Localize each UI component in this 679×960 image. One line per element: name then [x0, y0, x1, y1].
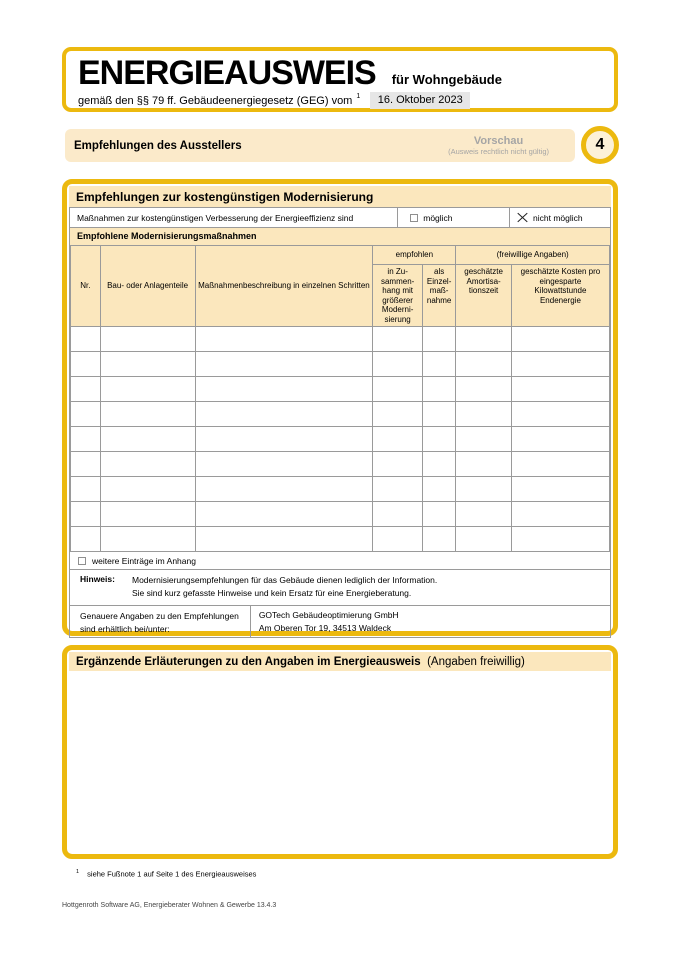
table-cell: [511, 452, 609, 477]
table-cell: [100, 477, 195, 502]
issue-date-field[interactable]: 16. Oktober 2023: [370, 92, 470, 109]
supplement-title-text: Ergänzende Erläuterungen zu den Angaben im Energieausweis: [76, 656, 421, 668]
table-cell: [373, 427, 423, 452]
page-section-title: Empfehlungen des Ausstellers: [74, 139, 242, 152]
note-line-1: Modernisierungsempfehlungen für das Gebäude dienen lediglich der Information.: [132, 575, 438, 585]
table-cell: [373, 402, 423, 427]
law-reference-text: gemäß den §§ 79 ff. Gebäudeenergiegesetz (GEG) vom: [78, 94, 353, 107]
modernisation-form: [69, 207, 611, 638]
modernisation-table: [70, 245, 610, 552]
building-type-label: für Wohngebäude: [391, 72, 502, 87]
table-row: [71, 502, 610, 527]
issuer-company-name: GOTech Gebäudeoptimierung GmbH: [258, 610, 399, 620]
footnote: [76, 869, 256, 879]
issuer-details-row: [70, 606, 610, 637]
table-cell: [511, 502, 609, 527]
title-row: [78, 54, 604, 92]
col-group-voluntary: (freiwillige Angaben): [456, 246, 610, 265]
table-cell: [456, 352, 512, 377]
table-cell: [71, 452, 101, 477]
table-cell: [100, 502, 195, 527]
table-cell: [373, 452, 423, 477]
table-cell: [195, 527, 373, 552]
table-cell: [422, 352, 455, 377]
table-cell: [71, 327, 101, 352]
note-row: [70, 570, 610, 606]
table-row: [71, 352, 610, 377]
footnote-marker: 1: [356, 93, 361, 100]
software-footer: Hottgenroth Software AG, Energieberater Wohnen & Gewerbe 13.4.3: [62, 902, 277, 909]
table-cell: [456, 377, 512, 402]
col-header-component: Bau- oder Anlagenteile: [100, 246, 195, 327]
option-possible: [397, 208, 509, 227]
page-number-badge: [581, 126, 619, 164]
table-cell: [100, 352, 195, 377]
page-section-bar: [65, 129, 575, 162]
table-cell: [456, 327, 512, 352]
table-cell: [422, 377, 455, 402]
table-cell: [456, 427, 512, 452]
preview-watermark: [448, 135, 575, 156]
col-header-description: Maßnahmenbeschreibung in einzelnen Schritten: [195, 246, 373, 327]
preview-note: (Ausweis rechtlich nicht gültig): [448, 147, 549, 156]
more-entries-label: weitere Einträge im Anhang: [92, 555, 196, 566]
table-cell: [71, 502, 101, 527]
table-cell: [422, 477, 455, 502]
certificate-header: [62, 47, 618, 112]
col-group-recommended: empfohlen: [373, 246, 456, 265]
modernisation-section-title: Empfehlungen zur kostengünstigen Modernisierung: [69, 186, 611, 207]
issuer-details-label-line-2: sind erhältlich bei/unter:: [80, 624, 170, 634]
table-group-header-row: [71, 246, 610, 265]
modernisation-section: [62, 179, 618, 636]
option-not-possible: [509, 208, 610, 227]
table-cell: [195, 352, 373, 377]
table-cell: [71, 352, 101, 377]
table-cell: [100, 427, 195, 452]
table-cell: [195, 452, 373, 477]
preview-label: Vorschau: [473, 135, 524, 147]
table-cell: [71, 427, 101, 452]
issuer-details-label: [70, 606, 250, 637]
modernisation-table-head: [71, 246, 610, 327]
table-cell: [100, 527, 195, 552]
table-cell: [373, 377, 423, 402]
table-cell: [373, 502, 423, 527]
table-cell: [71, 377, 101, 402]
col-header-single-measure: als Einzel-maß-nahme: [422, 265, 455, 327]
table-cell: [511, 527, 609, 552]
table-row: [71, 402, 610, 427]
table-cell: [456, 452, 512, 477]
table-cell: [422, 402, 455, 427]
table-cell: [373, 477, 423, 502]
col-header-with-modernisation: in Zu-sammen-hang mit größerer Moderni-sierung: [373, 265, 423, 327]
issuer-details-value: [250, 606, 610, 637]
table-row: [71, 452, 610, 477]
checkbox-more-entries-icon[interactable]: [78, 557, 86, 565]
col-header-nr: Nr.: [71, 246, 101, 327]
checkbox-not-possible-checked-icon[interactable]: [517, 212, 528, 223]
table-cell: [456, 477, 512, 502]
table-row: [71, 427, 610, 452]
table-cell: [195, 377, 373, 402]
option-possible-label: möglich: [423, 212, 453, 223]
table-cell: [100, 452, 195, 477]
feasibility-statement: Maßnahmen zur kostengünstigen Verbesserung der Energieeffizienz sind: [77, 212, 354, 223]
col-header-amortisation: geschätzte Amortisa-tionszeit: [456, 265, 512, 327]
table-cell: [456, 502, 512, 527]
table-cell: [195, 502, 373, 527]
note-label: Hinweis:: [80, 574, 115, 584]
table-cell: [195, 427, 373, 452]
table-cell: [71, 477, 101, 502]
table-cell: [373, 527, 423, 552]
footnote-text: siehe Fußnote 1 auf Seite 1 des Energieausweises: [87, 869, 257, 879]
table-cell: [511, 377, 609, 402]
table-cell: [422, 527, 455, 552]
more-entries-row: [70, 552, 610, 570]
modernisation-table-body: [71, 327, 610, 552]
supplement-section: [62, 645, 618, 859]
table-cell: [511, 352, 609, 377]
table-row: [71, 327, 610, 352]
table-cell: [422, 327, 455, 352]
table-cell: [373, 327, 423, 352]
table-cell: [100, 327, 195, 352]
table-cell: [373, 352, 423, 377]
table-cell: [511, 427, 609, 452]
table-cell: [422, 502, 455, 527]
footnote-number: 1: [76, 869, 80, 875]
table-cell: [456, 402, 512, 427]
note-line-2: Sie sind kurz gefasste Hinweise und kein Ersatz für eine Energieberatung.: [132, 588, 412, 598]
supplement-section-title: [69, 652, 611, 671]
issuer-address: Am Oberen Tor 19, 34513 Waldeck: [258, 623, 392, 633]
supplement-title-suffix: (Angaben freiwillig): [427, 656, 525, 668]
table-cell: [100, 402, 195, 427]
checkbox-possible-icon[interactable]: [410, 214, 418, 222]
table-cell: [511, 327, 609, 352]
table-caption: Empfohlene Modernisierungsmaßnahmen: [70, 228, 610, 245]
table-cell: [100, 377, 195, 402]
table-cell: [456, 527, 512, 552]
table-cell: [195, 477, 373, 502]
page-number: 4: [595, 136, 605, 153]
law-reference-row: [78, 92, 604, 109]
table-cell: [195, 402, 373, 427]
document-title: ENERGIEAUSWEIS: [78, 54, 376, 92]
table-cell: [195, 327, 373, 352]
table-cell: [71, 527, 101, 552]
option-not-possible-label: nicht möglich: [533, 212, 583, 223]
supplement-empty-area: [69, 671, 611, 851]
table-cell: [511, 477, 609, 502]
table-cell: [422, 452, 455, 477]
table-row: [71, 527, 610, 552]
note-text: [132, 574, 437, 600]
table-cell: [71, 402, 101, 427]
table-row: [71, 377, 610, 402]
table-cell: [422, 427, 455, 452]
table-row: [71, 477, 610, 502]
table-cell: [511, 402, 609, 427]
col-header-cost-per-kwh: geschätzte Kosten pro eingesparte Kilowattstunde Endenergie: [511, 265, 609, 327]
feasibility-row: [70, 207, 610, 228]
issuer-details-label-line-1: Genauere Angaben zu den Empfehlungen: [80, 611, 239, 621]
